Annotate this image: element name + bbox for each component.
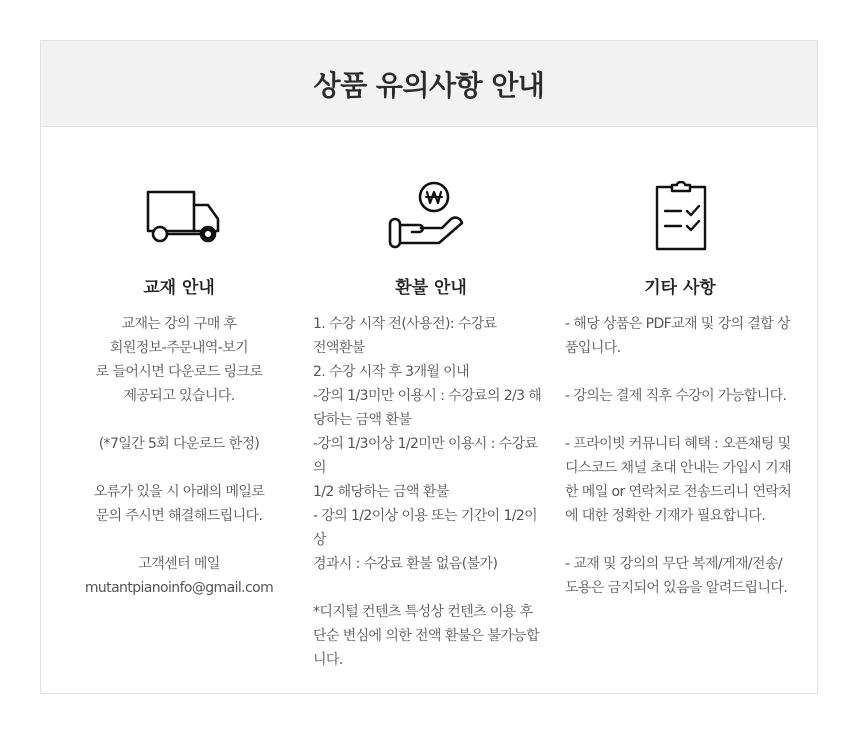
etc-text: - 교재 및 강의의 무단 복제/게재/전송/ xyxy=(565,556,782,572)
etc-text: 에 대한 정확한 기재가 필요합니다. xyxy=(565,508,766,524)
etc-text: - 프라이빗 커뮤니티 혜택 : 오픈채팅 및 xyxy=(565,436,791,452)
refund-text: 경과시 : 수강료 환불 없음(불가) xyxy=(313,556,498,572)
refund-text: -강의 1/3미만 이용시 : 수강료의 2/3 해 xyxy=(313,388,542,404)
materials-title: 교재 안내 xyxy=(143,278,215,298)
refund-note: 니다. xyxy=(313,652,343,668)
won-hand-icon xyxy=(377,176,477,256)
refund-text: 당하는 금액 환불 xyxy=(313,412,412,428)
materials-body xyxy=(74,312,284,600)
refund-text: 1. 수강 시작 전(사용전): 수강료 xyxy=(313,316,497,332)
materials-text: 로 들어시면 다운로드 링크로 xyxy=(95,364,263,380)
refund-note: *디지털 컨텐츠 특성상 컨텐츠 이용 후 xyxy=(313,604,533,620)
etc-text: - 강의는 결제 직후 수강이 가능합니다. xyxy=(565,388,787,404)
refund-text: 1/2 해당하는 금액 환불 xyxy=(313,484,449,500)
clipboard-check-icon xyxy=(631,176,731,256)
refund-text: - 강의 1/2이상 이용 또는 기간이 1/2이상 xyxy=(313,508,538,548)
refund-text: -강의 1/3이상 1/2미만 이용시 : 수강료의 xyxy=(313,436,538,476)
notice-header xyxy=(41,41,817,127)
download-limit-note: (*7일간 5회 다운로드 한정) xyxy=(98,436,260,452)
support-email-label: 고객센터 메일 xyxy=(138,556,220,572)
refund-note: 단순 변심에 의한 전액 환불은 불가능합 xyxy=(313,628,540,644)
etc-body xyxy=(565,312,795,600)
etc-text: 한 메일 or 연락처로 전송드리니 연락처 xyxy=(565,484,792,500)
etc-text: 디스코드 채널 초대 안내는 가입시 기재 xyxy=(565,460,792,476)
etc-text: 품입니다. xyxy=(565,340,621,356)
product-notice-panel xyxy=(40,40,818,694)
refund-title: 환불 안내 xyxy=(395,278,467,298)
materials-text: 회원정보-주문내역-보기 xyxy=(109,340,249,356)
refund-body xyxy=(313,312,549,672)
materials-text: 오류가 있을 시 아래의 메일로 xyxy=(93,484,265,500)
materials-text: 문의 주시면 해결해드립니다. xyxy=(95,508,263,524)
refund-text: 전액환불 xyxy=(313,340,365,356)
notice-title: 상품 유의사항 안내 xyxy=(313,68,545,102)
support-email-address[interactable]: mutantpianoinfo@gmail.com xyxy=(84,580,274,596)
truck-icon xyxy=(132,176,232,256)
etc-text: 도용은 금지되어 있음을 알려드립니다. xyxy=(565,580,788,596)
etc-text: - 해당 상품은 PDF교재 및 강의 결합 상 xyxy=(565,316,790,332)
materials-text: 제공되고 있습니다. xyxy=(123,388,235,404)
etc-title: 기타 사항 xyxy=(644,278,716,298)
refund-text: 2. 수강 시작 후 3개월 이내 xyxy=(313,364,470,380)
materials-text: 교재는 강의 구매 후 xyxy=(121,316,237,332)
